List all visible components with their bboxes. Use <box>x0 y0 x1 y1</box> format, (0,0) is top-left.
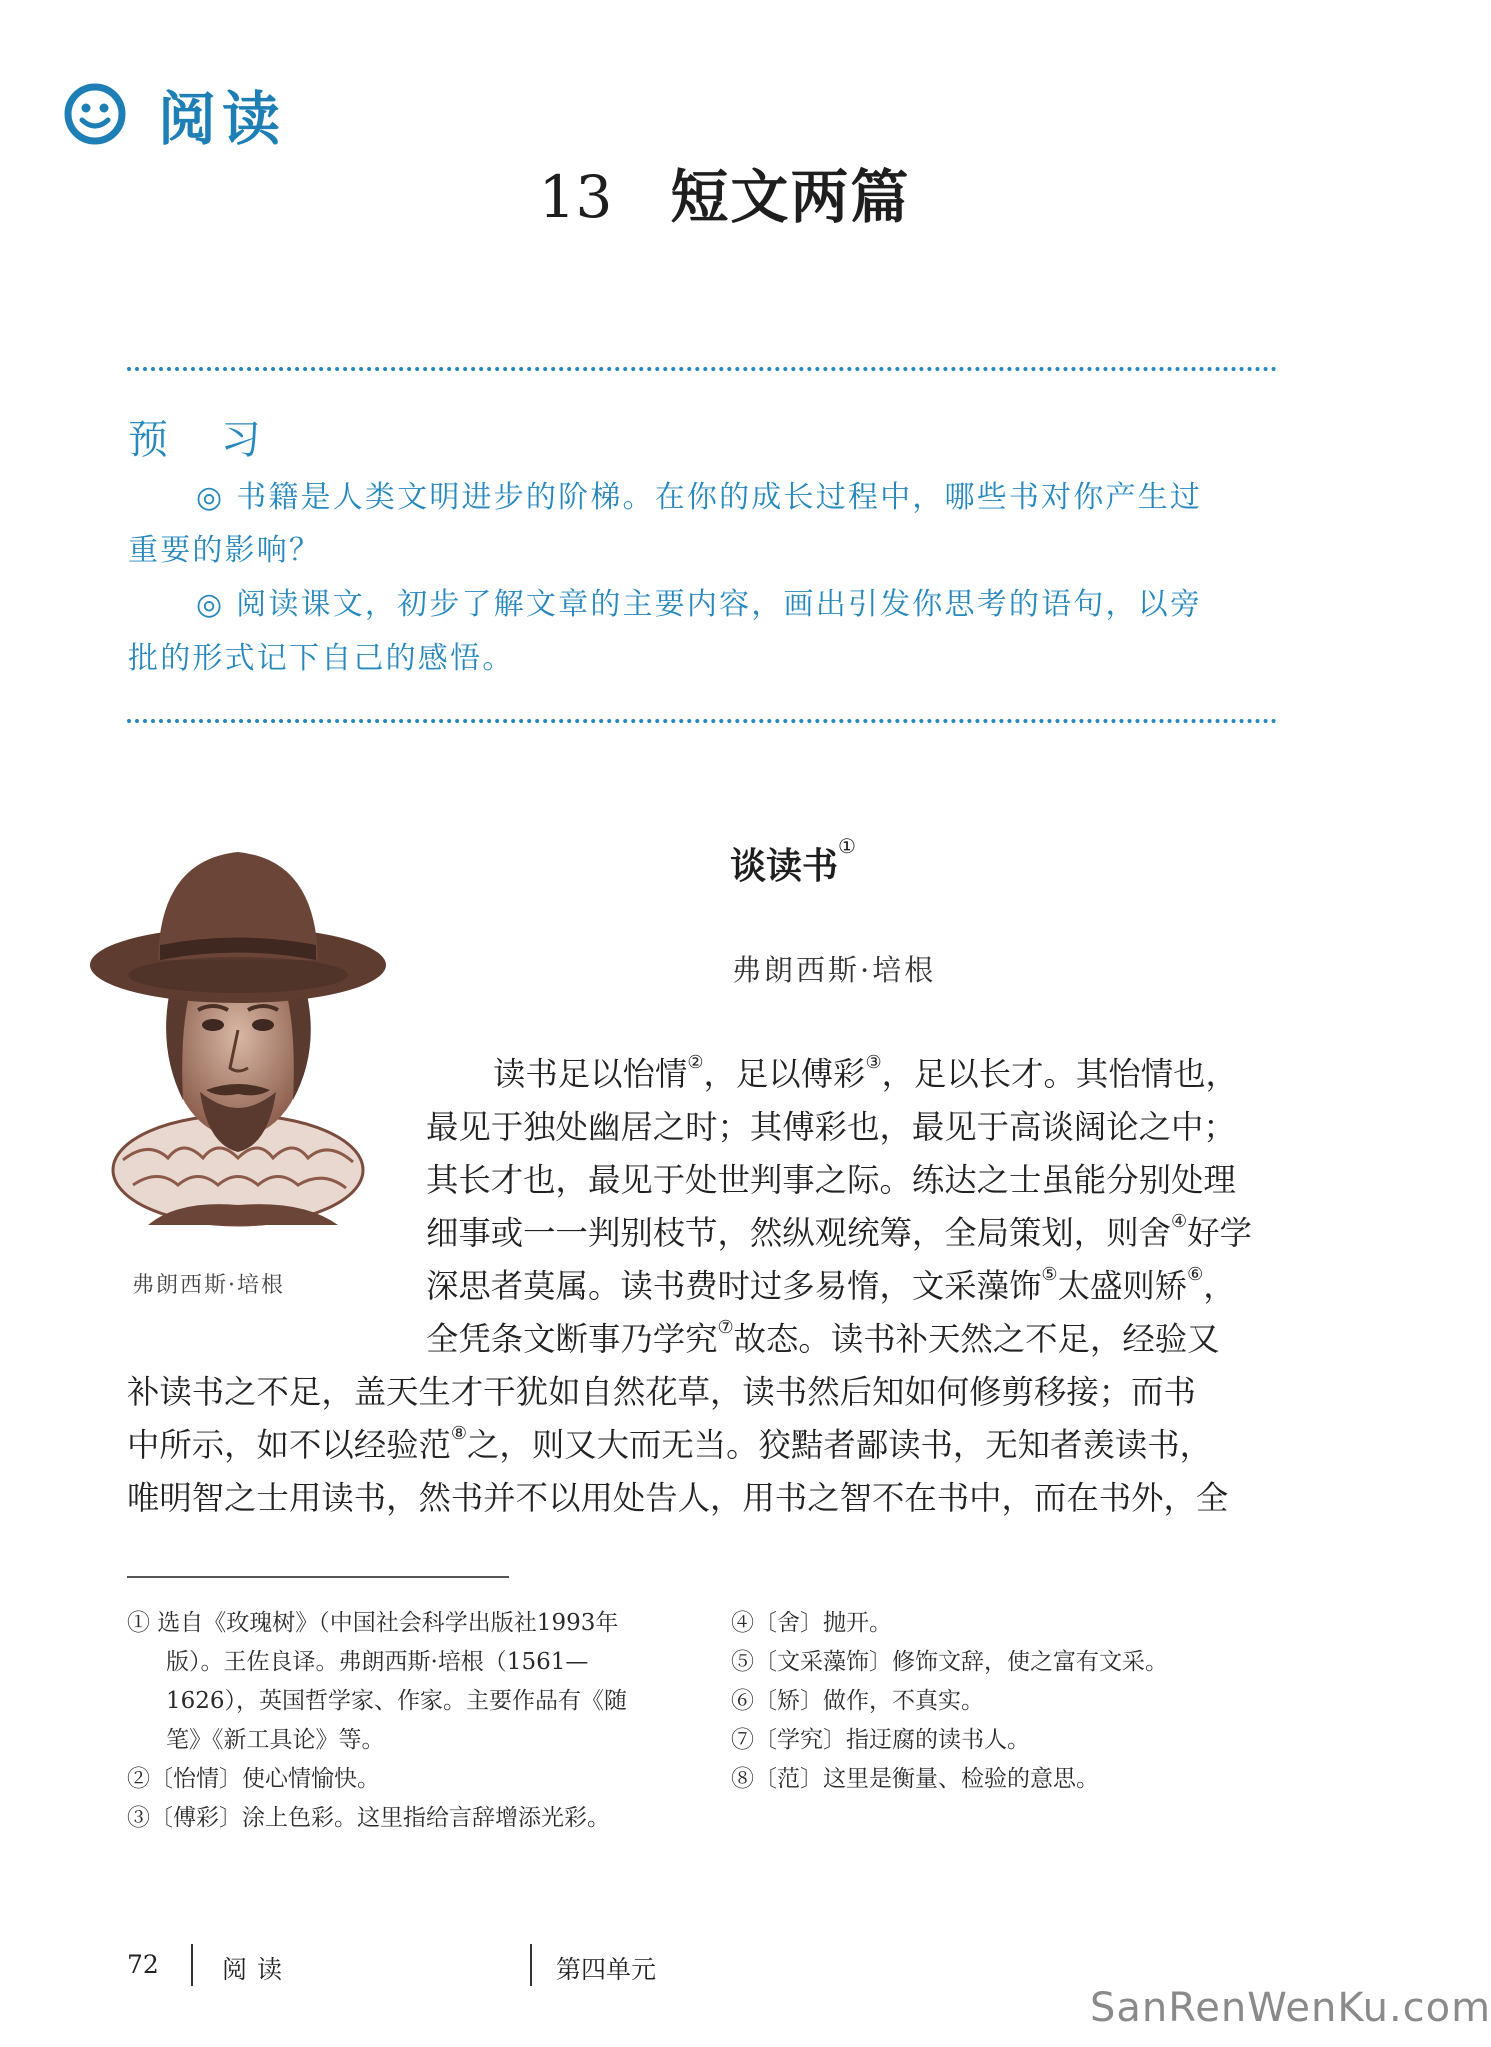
essay-text: ，足以长才。其怡情也， <box>881 1055 1238 1093</box>
essay-line <box>426 1161 1272 1199</box>
essay-author: 弗朗西斯·培根 <box>732 953 937 987</box>
bacon-portrait-image <box>88 840 398 1230</box>
footer-unit: 第四单元 <box>556 1955 657 1984</box>
lesson-title <box>0 150 1449 234</box>
essay-text: 读书足以怡情 <box>493 1055 688 1093</box>
essay-text: ，足以傅彩 <box>703 1055 866 1093</box>
footnote: ⑥〔矫〕做作，不真实。 <box>731 1688 984 1714</box>
footnote-divider <box>127 1576 509 1578</box>
essay-line <box>426 1108 1272 1146</box>
footnote: ⑧〔范〕这里是衡量、检验的意思。 <box>731 1766 1099 1792</box>
footnote: ③〔傅彩〕涂上色彩。这里指给言辞增添光彩。 <box>127 1805 610 1831</box>
section-label: 阅读 <box>158 85 287 153</box>
preview-line: ◎ 书籍是人类文明进步的阶梯。在你的成长过程中，哪些书对你产生过 <box>196 480 1203 515</box>
footnote: 笔》《新工具论》等。 <box>166 1727 385 1753</box>
essay-text: 唯明智之士用读书，然书并不以用处告人，用书之智不在书中，而在书外，全 <box>127 1479 1229 1517</box>
essay-text: 好学 <box>1187 1214 1252 1252</box>
preview-top-divider <box>127 367 1277 371</box>
footnote-marker: ② <box>687 1052 704 1073</box>
essay-line <box>426 1264 1272 1305</box>
essay-text: 其长才也，最见于处世判事之际。练达之士虽能分别处理 <box>426 1161 1236 1199</box>
footnote: ⑤〔文采藻饰〕修饰文辞，使之富有文采。 <box>731 1649 1168 1675</box>
essay-text: 之，则又大而无当。狡黠者鄙读书，无知者羡读书， <box>467 1426 1213 1464</box>
footer-separator <box>191 1944 193 1986</box>
footnote-marker: ① <box>838 834 856 858</box>
essay-text: 太盛则矫 <box>1057 1267 1188 1305</box>
essay-text: 最见于独处幽居之时；其傅彩也，最见于高谈阔论之中； <box>426 1108 1236 1146</box>
preview-line: 批的形式记下自己的感悟。 <box>128 641 515 676</box>
essay-line <box>426 1317 1272 1358</box>
footnote-marker: ⑥ <box>1187 1264 1204 1285</box>
essay-line <box>127 1479 1272 1517</box>
footnote: 版）。王佐良译。弗朗西斯·培根（1561— <box>166 1649 589 1675</box>
essay-text: ， <box>1203 1267 1236 1305</box>
page-number: 72 <box>127 1950 159 1979</box>
footnote-marker: ③ <box>865 1052 882 1073</box>
footnote-marker: ⑤ <box>1041 1264 1058 1285</box>
smiley-face-icon <box>63 82 127 146</box>
essay-title <box>730 834 856 889</box>
essay-text: 故态。读书补天然之不足，经验又 <box>733 1320 1220 1358</box>
essay-text: 全凭条文断事乃学究 <box>426 1320 718 1358</box>
essay-line <box>493 1052 1238 1093</box>
footnote: ④〔舍〕抛开。 <box>731 1610 892 1636</box>
footnote-marker: ⑦ <box>717 1317 734 1338</box>
lesson-number: 13 <box>538 163 613 231</box>
footnote-marker: ④ <box>1170 1211 1188 1232</box>
essay-line <box>127 1373 1272 1411</box>
portrait-caption: 弗朗西斯·培根 <box>132 1273 285 1298</box>
preview-heading: 预 习 <box>128 417 281 463</box>
essay-text: 细事或一一判别枝节，然纵观统筹，全局策划，则舍 <box>426 1214 1171 1252</box>
lesson-name: 短文两篇 <box>670 163 911 231</box>
essay-text: 深思者莫属。读书费时过多易惰，文采藻饰 <box>426 1267 1042 1305</box>
essay-line <box>426 1211 1272 1252</box>
footnote: ⑦〔学究〕指迂腐的读书人。 <box>731 1727 1030 1753</box>
preview-line: 重要的影响？ <box>128 533 322 568</box>
preview-line: ◎ 阅读课文，初步了解文章的主要内容，画出引发你思考的语句，以旁 <box>196 587 1203 622</box>
preview-bottom-divider <box>127 719 1277 723</box>
watermark: SanRenWenKu.com <box>1090 1985 1491 2031</box>
essay-title-text: 谈读书 <box>730 845 839 887</box>
footer-separator <box>530 1944 532 1986</box>
essay-text: 补读书之不足，盖天生才干犹如自然花草，读书然后知如何修剪移接；而书 <box>127 1373 1196 1411</box>
footnote: ① 选自《玫瑰树》（中国社会科学出版社1993年 <box>127 1610 619 1636</box>
footnote-marker: ⑧ <box>450 1423 468 1444</box>
essay-line <box>127 1423 1272 1464</box>
essay-text: 中所示，如不以经验范 <box>127 1426 451 1464</box>
footnote: 1626），英国哲学家、作家。主要作品有《随 <box>166 1688 628 1714</box>
footnote: ②〔怡情〕使心情愉快。 <box>127 1766 380 1792</box>
footer-section: 阅读 <box>222 1955 293 1984</box>
